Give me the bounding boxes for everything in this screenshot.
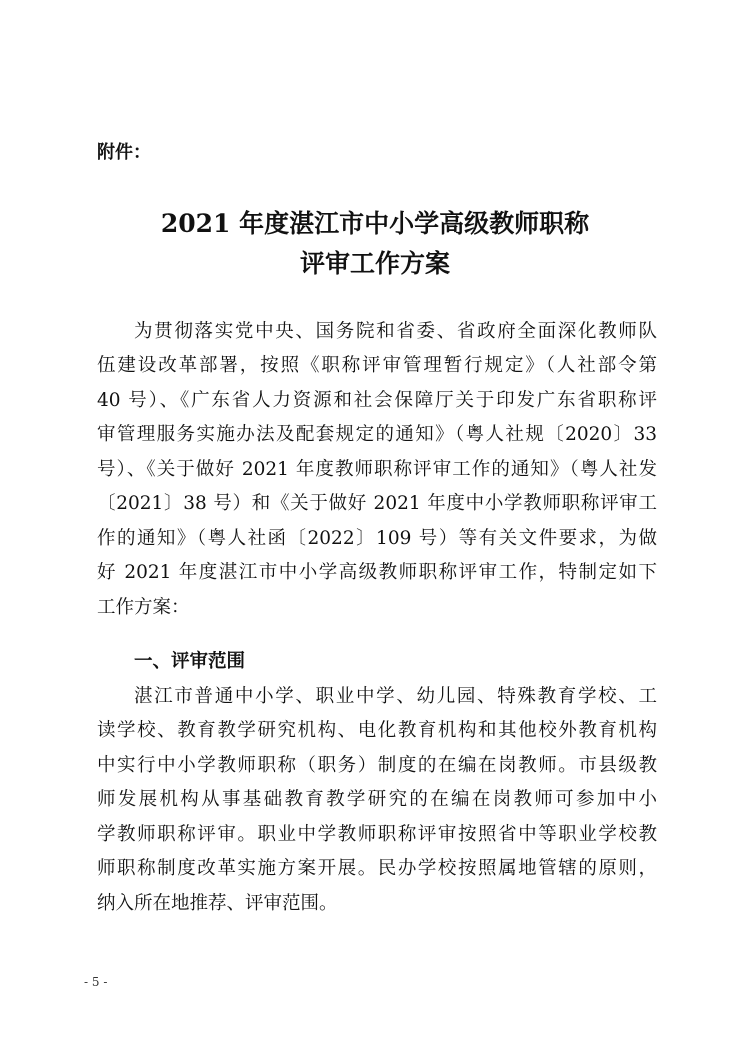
section-1-line: 中实行中小学教师职称（职务）制度的在编在岗教师。市县级教 bbox=[97, 755, 657, 776]
intro-line: 工作方案： bbox=[97, 597, 190, 618]
attachment-label: 附件： bbox=[97, 142, 151, 163]
section-1-line: 师发展机构从事基础教育教学研究的在编在岗教师可参加中小 bbox=[97, 789, 657, 810]
section-1-line: 湛江市普通中小学、职业中学、幼儿园、特殊教育学校、工 bbox=[134, 686, 657, 707]
intro-line: 40 号）、《广东省人力资源和社会保障厅关于印发广东省职称评 bbox=[97, 390, 657, 411]
title-line-2: 评审工作方案 bbox=[299, 249, 450, 278]
intro-line: 审管理服务实施办法及配套规定的通知》（粤人社规〔2020〕33 bbox=[97, 424, 657, 445]
section-1-line: 纳入所在地推荐、评审范围。 bbox=[97, 893, 338, 914]
intro-line: 〔2021〕38 号）和《关于做好 2021 年度中小学教师职称评审工 bbox=[97, 493, 657, 514]
title-line-1: 2021 年度湛江市中小学高级教师职称 bbox=[160, 209, 590, 238]
document-title bbox=[0, 204, 750, 284]
section-1-line: 师职称制度改革实施方案开展。民办学校按照属地管辖的原则， bbox=[97, 858, 657, 879]
section-1-heading: 一、评审范围 bbox=[134, 651, 246, 672]
section-1-line: 读学校、教育教学研究机构、电化教育机构和其他校外教育机构 bbox=[97, 720, 657, 741]
intro-line: 作的通知》（粤人社函〔2022〕109 号）等有关文件要求，为做 bbox=[97, 528, 657, 549]
intro-line: 伍建设改革部署，按照《职称评审管理暂行规定》（人社部令第 bbox=[97, 355, 657, 376]
page-number: - 5 - bbox=[84, 975, 108, 989]
intro-line: 号）、《关于做好 2021 年度教师职称评审工作的通知》（粤人社发 bbox=[97, 459, 657, 480]
intro-line: 为贯彻落实党中央、国务院和省委、省政府全面深化教师队 bbox=[134, 321, 657, 342]
section-1-line: 学教师职称评审。职业中学教师职称评审按照省中等职业学校教 bbox=[97, 824, 657, 845]
intro-line: 好 2021 年度湛江市中小学高级教师职称评审工作，特制定如下 bbox=[97, 562, 657, 583]
